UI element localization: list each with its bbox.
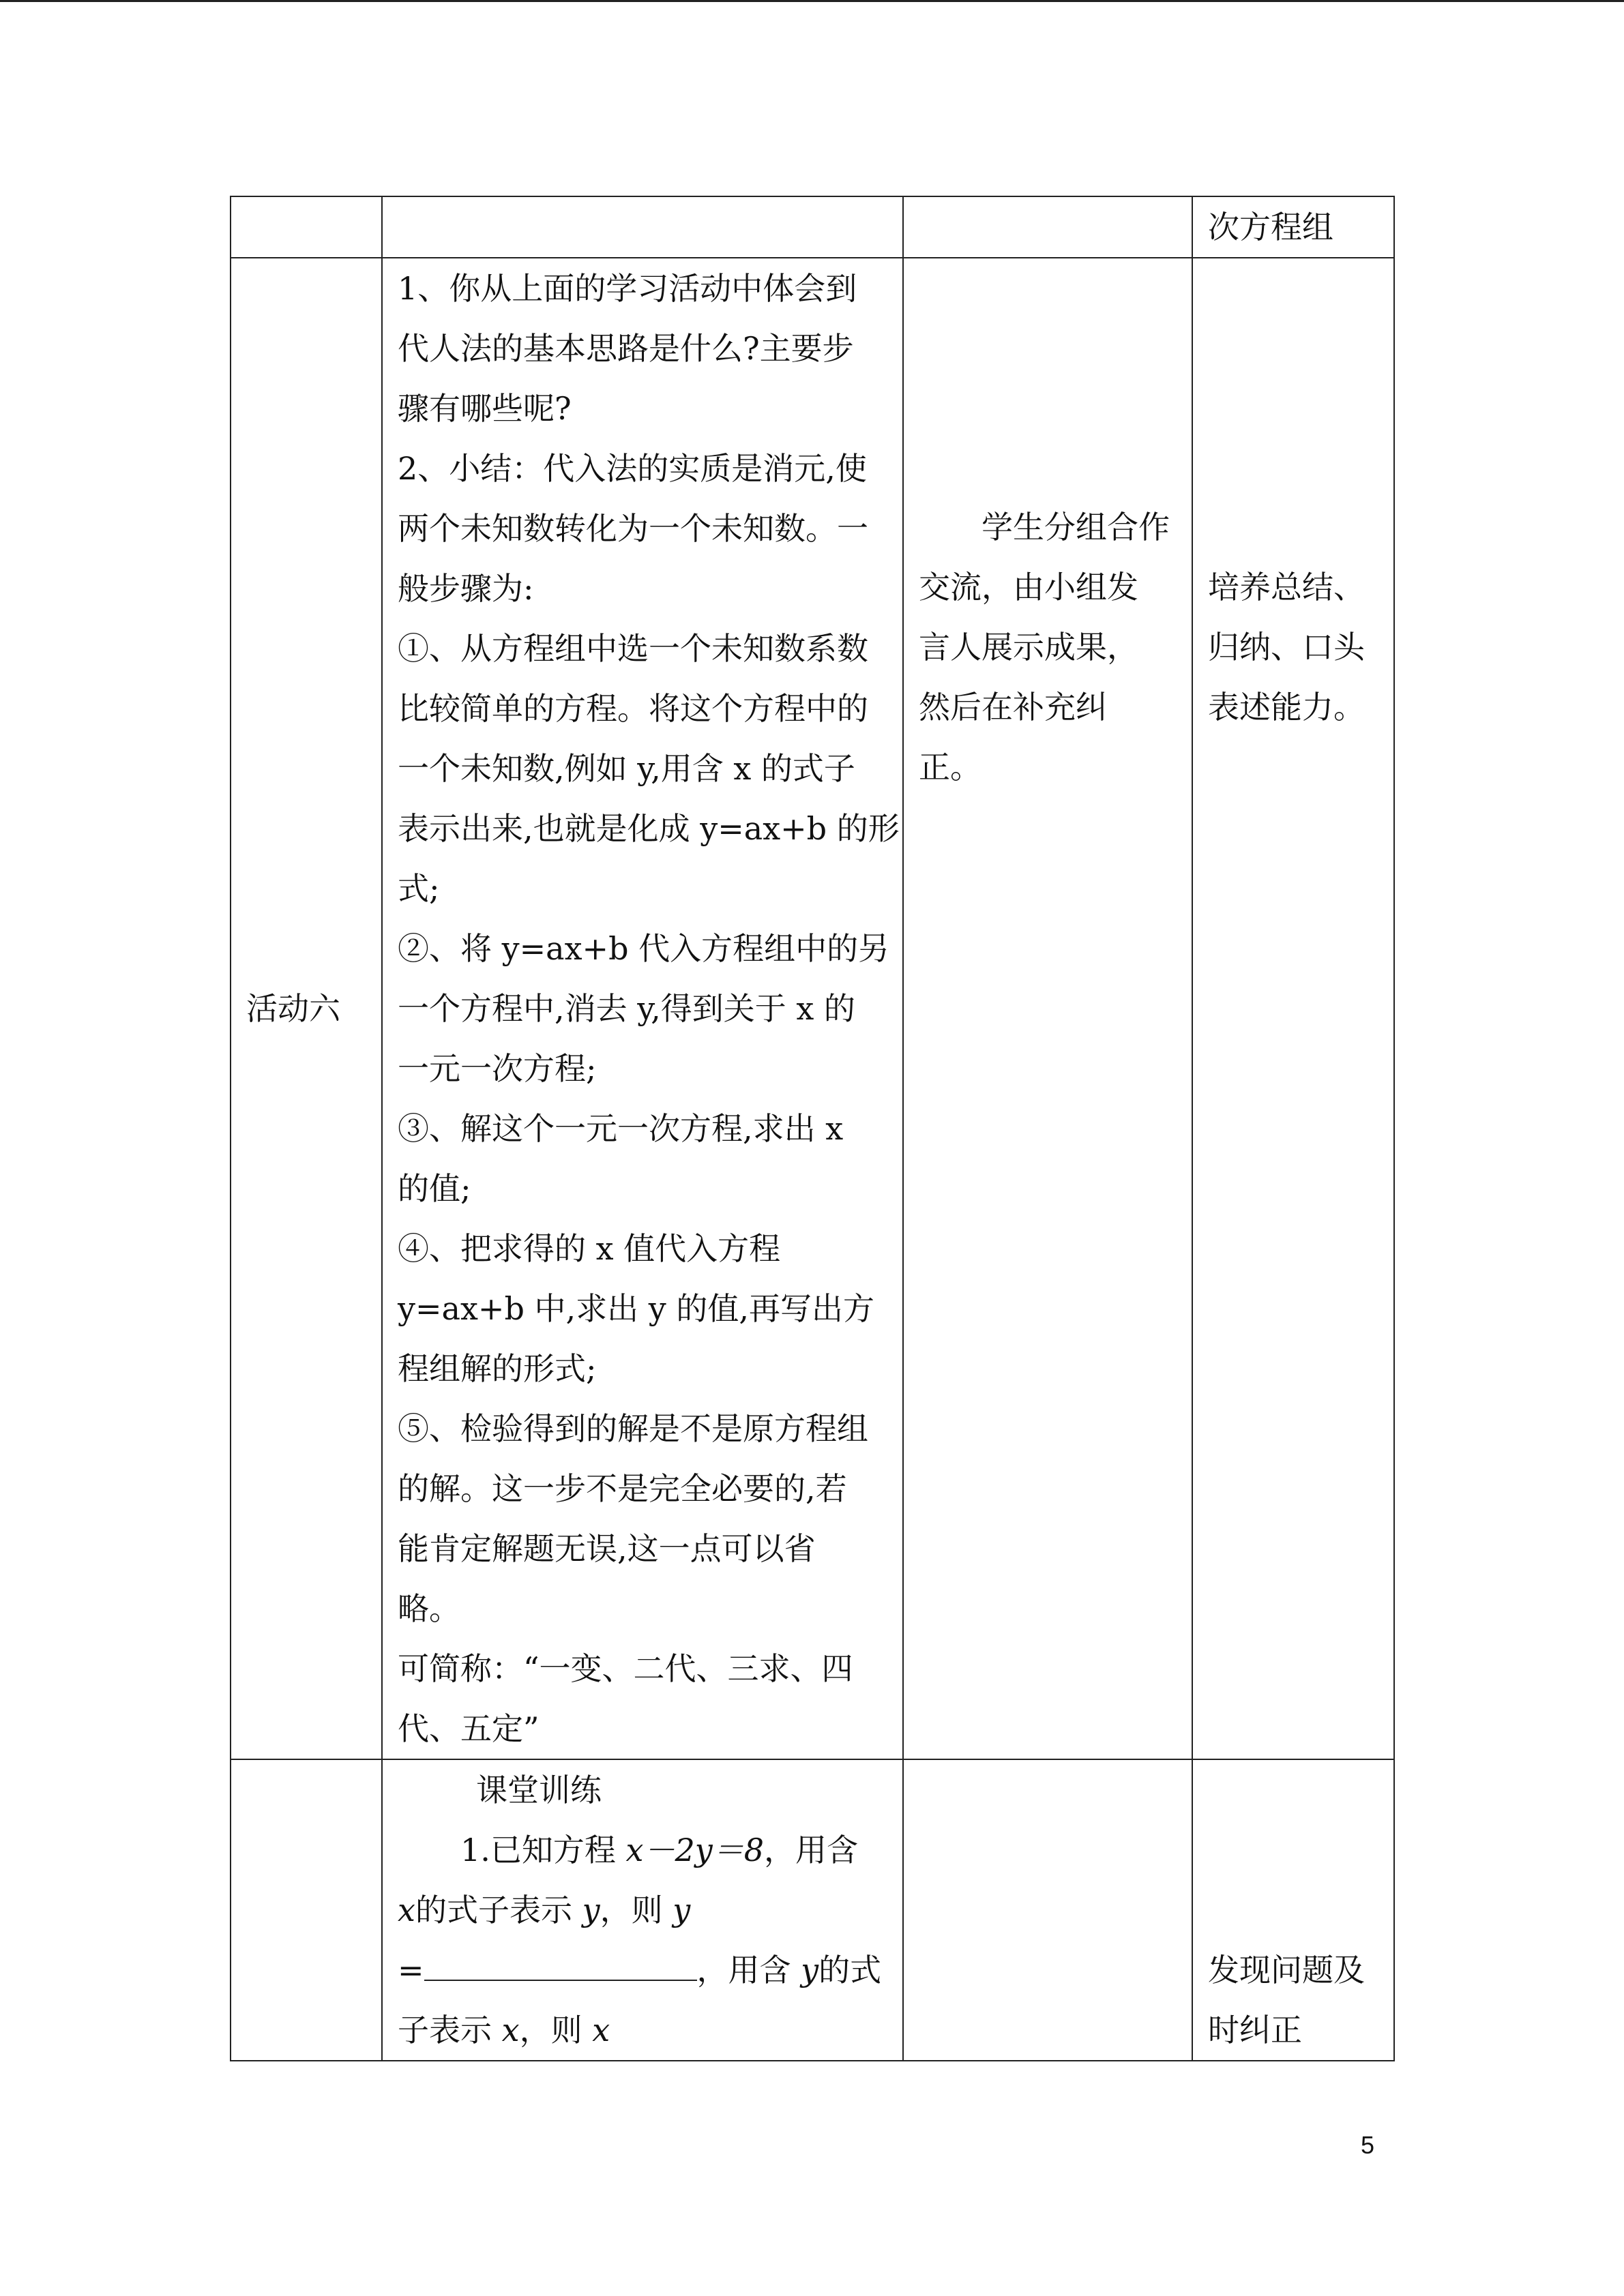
activity-content-line: 的值; (398, 1170, 471, 1207)
activity-content-line: 1、你从上面的学习活动中体会到 (398, 270, 857, 307)
activity-content-line: 程组解的形式; (398, 1350, 597, 1387)
cell-empty (231, 1759, 382, 2061)
cell-empty (903, 196, 1192, 258)
equation: x－2y＝8 (625, 1832, 764, 1868)
activity-content-line: y=ax+b 中,求出 y 的值,再写出方 (398, 1290, 874, 1327)
design-intent-line: 表述能力。 (1208, 689, 1365, 726)
student-activity-line: 正。 (919, 749, 981, 786)
cell-goal-continued: 次方程组 (1192, 196, 1394, 258)
activity-content-line: ①、从方程组中选一个未知数系数 (398, 630, 868, 667)
exercise-line: 1.已知方程 x－2y＝8，用含 (460, 1832, 858, 1868)
student-activity-line: 学生分组合作 (981, 509, 1170, 546)
activity-content-lines (398, 258, 900, 1759)
exercise-line: x的式子表示 y，则 y (398, 1892, 691, 1928)
activity-content-line: 略。 (398, 1590, 460, 1627)
table-row (231, 1759, 1394, 2061)
activity-content-line: ⑤、检验得到的解是不是原方程组 (398, 1410, 868, 1447)
activity-content-line: 2、小结：代入法的实质是消元,使 (398, 450, 867, 487)
activity-content-line: 般步骤为: (398, 570, 534, 607)
activity-content-line: 一元一次方程; (398, 1050, 597, 1087)
cell-empty (903, 1759, 1192, 2061)
activity-content-line: 表示出来,也就是化成 y=ax+b 的形 (398, 810, 900, 847)
answer-blank[interactable] (424, 1948, 697, 1981)
design-intent-line: 时纠正 (1208, 2012, 1302, 2048)
student-activity-line: 交流，由小组发 (919, 569, 1138, 606)
cell-empty (382, 196, 903, 258)
activity-content-line: 代人法的基本思路是什么?主要步 (398, 330, 854, 367)
design-intent-line: 发现问题及 (1208, 1952, 1365, 1988)
activity-content-line: 的解。这一步不是完全必要的,若 (398, 1470, 847, 1507)
activity-content-line: ③、解这个一元一次方程,求出 x (398, 1110, 844, 1147)
student-activity-line: 然后在补充纠 (919, 689, 1107, 726)
design-intent (1192, 1759, 1394, 2061)
activity-content-line: 骤有哪些呢? (398, 390, 572, 427)
activity-content-line: ④、把求得的 x 值代入方程 (398, 1230, 781, 1267)
page-number: 5 (1361, 2131, 1375, 2159)
exercise-line: = ，用含 y的式 (398, 1940, 887, 2000)
design-intent-line: 归纳、口头 (1208, 629, 1365, 666)
student-activity (903, 258, 1192, 1759)
lesson-plan-table (230, 196, 1395, 2061)
activity-content (382, 258, 903, 1759)
activity-content-line: 一个未知数,例如 y,用含 x 的式子 (398, 750, 855, 787)
exercise-line: 子表示 x，则 x (398, 2012, 610, 2048)
activity-content-line: 能肯定解题无误,这一点可以省 (398, 1530, 816, 1567)
activity-content-line: 代、五定” (398, 1710, 540, 1747)
exercise-content (382, 1759, 903, 2061)
activity-content-line: 式; (398, 870, 440, 907)
exercise-title: 课堂训练 (476, 1772, 602, 1808)
table-row (231, 196, 1394, 258)
design-intent-line: 培养总结、 (1208, 569, 1365, 606)
design-intent (1192, 258, 1394, 1759)
table-row (231, 258, 1394, 1759)
activity-label: 活动六 (231, 258, 382, 1759)
activity-content-line: 可简称：“一变、二代、三求、四 (398, 1650, 853, 1687)
student-activity-line: 言人展示成果， (919, 629, 1138, 666)
activity-content-line: 一个方程中,消去 y,得到关于 x 的 (398, 990, 855, 1027)
top-rule (0, 0, 1624, 2)
activity-content-line: 比较简单的方程。将这个方程中的 (398, 690, 868, 727)
activity-content-line: 两个未知数转化为一个未知数。一 (398, 510, 868, 547)
cell-empty (231, 196, 382, 258)
activity-content-line: ②、将 y=ax+b 代入方程组中的另 (398, 930, 890, 967)
